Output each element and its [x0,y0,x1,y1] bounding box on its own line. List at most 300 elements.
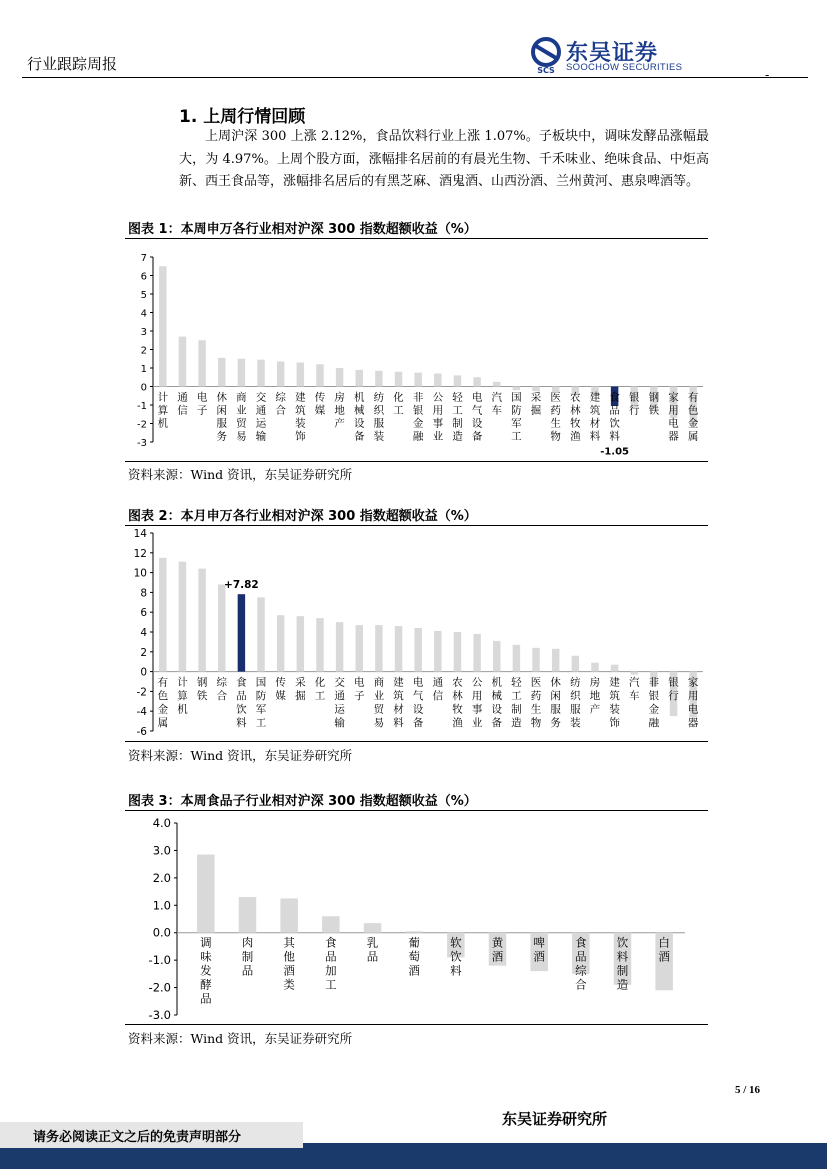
x-category-label: 用 [668,404,679,417]
x-category-label: 行 [629,404,640,417]
x-category-label: 饰 [295,430,306,443]
chart-bar [297,616,304,671]
x-category-label: 地 [334,404,345,417]
chart-bar [238,359,245,387]
y-tick-label: 14 [133,528,147,540]
x-category-label: 金 [648,703,660,716]
chart-bar [473,634,480,672]
x-category-label: 服 [550,703,561,716]
x-category-label: 钢 [648,391,660,404]
chart-bar [405,931,423,932]
x-category-label: 铁 [648,404,660,417]
chart-bar [532,387,539,392]
x-category-label: 料 [450,963,462,978]
chart-bar [280,898,298,932]
y-tick-label: 10 [133,567,147,580]
chart-bar [336,622,343,672]
x-category-label: 气 [412,690,424,703]
x-category-label: 制 [616,963,629,978]
x-category-label: 电 [687,703,699,716]
x-category-label: 服 [216,417,227,430]
x-category-label: 汽 [629,676,640,689]
x-category-label: 通 [255,404,267,417]
x-category-label: 装 [570,717,581,730]
x-category-label: 食 [575,935,587,950]
y-tick-label: 0.0 [152,925,171,940]
x-category-label: 药 [550,404,561,417]
x-category-label: 设 [412,703,424,716]
x-category-label: 综 [216,676,227,689]
x-category-label: 机 [491,676,502,689]
x-category-label: 掘 [295,690,306,703]
x-category-label: 贸 [236,417,247,430]
x-category-label: 设 [354,417,365,430]
x-category-label: 银 [412,404,424,417]
y-tick-label: -1 [137,401,147,412]
x-category-label: 筑 [589,404,601,417]
x-category-label: 商 [236,391,247,404]
y-tick-label: 4.0 [152,816,171,830]
x-category-label: 类 [283,977,295,992]
x-category-label: 筑 [609,690,620,703]
x-category-label: 轻 [511,676,522,689]
chart-bar [572,656,579,672]
x-category-label: 交 [334,676,345,689]
x-category-label: 加 [325,963,337,978]
x-category-label: 采 [295,676,306,689]
x-category-label: 林 [570,404,581,417]
chart-1 [125,243,710,460]
x-category-label: 输 [334,717,345,730]
x-category-label: 军 [511,417,522,430]
x-category-label: 渔 [570,430,581,443]
y-tick-label: -2 [136,686,147,699]
x-category-label: 非 [648,676,660,689]
chart-bar [375,371,382,387]
x-category-label: 饰 [609,717,620,730]
x-category-label: 金 [687,417,699,430]
x-category-label: 铁 [196,690,208,703]
x-category-label: 运 [255,417,267,430]
footer-disclaimer: 请务必阅读正文之后的免责声明部分 [33,1130,242,1145]
x-category-label: 业 [236,404,247,417]
chart-bar [395,626,402,672]
x-category-label: 品 [236,690,247,703]
x-category-label: 车 [491,404,502,417]
x-category-label: 农 [570,391,581,404]
x-category-label: 乳 [366,935,379,950]
x-category-label: 备 [491,717,502,730]
x-category-label: 纺 [373,391,385,404]
x-category-label: 电 [354,676,365,689]
x-category-label: 饮 [609,417,620,430]
chart-bar [198,340,205,386]
y-tick-label: 4 [140,308,147,320]
x-category-label: 闲 [550,690,561,703]
x-category-label: 输 [255,430,267,443]
chart-bar [513,387,520,391]
figure-2-bottom-rule [125,741,708,742]
figure-1-caption: 图表 1：本周申万各行业相对沪深 300 指数超额收益（%） [128,222,477,237]
section-title: 1. 上周行情回顾 [179,107,306,127]
x-category-label: 工 [511,690,522,703]
x-category-label: 设 [471,417,483,430]
x-category-label: 饮 [450,949,462,964]
chart-bar [454,632,461,672]
x-category-label: 备 [412,717,424,730]
x-category-label: 车 [629,690,640,703]
header-rule [22,77,808,78]
x-category-label: 易 [373,717,385,730]
x-category-label: 他 [283,949,295,964]
chart-bar [277,615,284,671]
x-category-label: 制 [511,703,522,716]
y-tick-label: 0 [140,666,147,679]
x-category-label: 化 [393,391,404,404]
x-category-label: 电 [196,391,208,404]
chart-bar [257,597,264,671]
figure-3-rule [125,810,708,811]
x-category-label: 算 [177,690,188,703]
x-category-label: 通 [432,676,444,689]
x-category-label: 酒 [491,949,504,964]
logo-name-en: SOOCHOW SECURITIES [566,62,683,73]
x-category-label: 药 [530,690,542,703]
figure-3-bottom-rule [125,1024,708,1025]
logo-mark-text: SCS [537,66,555,74]
chart-bar [364,923,382,933]
y-tick-label: -4 [136,706,147,719]
x-category-label: 织 [570,690,581,703]
x-category-label: 备 [354,430,365,443]
x-category-label: 属 [687,430,699,443]
x-category-label: 品 [325,949,337,964]
x-category-label: 设 [491,703,502,716]
x-category-label: 黄 [491,935,504,950]
x-category-label: 建 [295,391,306,404]
x-category-label: 国 [255,676,267,689]
x-category-label: 汽 [491,391,502,404]
chart-bar [631,672,638,675]
chart-bar [297,362,304,386]
x-category-label: 防 [511,404,522,417]
x-category-label: 综 [575,963,587,978]
y-tick-label: -2 [137,419,147,431]
y-tick-label: 3 [140,327,147,338]
chart-bar [473,377,480,386]
chart-bar [218,584,225,671]
y-tick-label: 7 [140,253,147,264]
x-category-label: 筑 [393,690,404,703]
x-category-label: 运 [334,703,345,716]
chart-bar [179,337,186,387]
x-category-label: 物 [550,430,561,443]
x-category-label: 品 [200,991,212,1006]
y-tick-label: 12 [133,547,147,560]
x-category-label: 材 [393,703,404,716]
chart-bar [159,266,166,386]
x-category-label: 装 [609,703,620,716]
x-category-label: 啤 [533,935,545,950]
chart-bar [611,665,618,672]
x-category-label: 医 [550,391,561,404]
chart-bar [414,628,421,672]
x-category-label: 业 [432,430,444,443]
x-category-label: 建 [393,676,404,689]
figure-3-caption: 图表 3：本周食品子行业相对沪深 300 指数超额收益（%） [128,794,477,809]
chart-bar [513,645,520,672]
x-category-label: 商 [373,676,385,689]
logo-name-cn: 东吴证券 [566,41,659,66]
chart-bar [591,663,598,672]
x-category-label: 医 [530,676,542,689]
y-tick-label: 5 [140,290,147,301]
x-category-label: 色 [157,690,169,703]
x-category-label: 银 [668,676,679,689]
x-category-label: 工 [511,430,522,443]
x-category-label: 信 [432,690,444,703]
x-category-label: 林 [452,690,463,703]
x-category-label: 电 [412,676,424,689]
chart-bar [238,594,245,671]
x-category-label: 通 [177,391,188,404]
x-category-label: 合 [575,977,587,992]
x-category-label: 业 [373,690,385,703]
page-number: 5 / 16 [735,1084,761,1096]
x-category-label: 产 [334,417,345,430]
x-category-label: 料 [393,717,404,730]
x-category-label: 房 [334,391,345,404]
x-category-label: 用 [687,690,699,703]
x-category-label: 电 [668,417,679,430]
bar-annotation: -1.05 [600,446,630,458]
x-category-label: 物 [530,717,542,730]
x-category-label: 品 [241,963,254,978]
x-category-label: 电 [471,391,483,404]
header-dash: - [765,68,770,82]
x-category-label: 公 [471,676,483,689]
chart-bar [277,362,284,387]
x-category-label: 牧 [452,703,463,716]
x-category-label: 制 [452,417,463,430]
x-category-label: 食 [609,391,620,404]
y-tick-label: -3.0 [148,1008,171,1022]
x-category-label: 合 [275,404,286,417]
x-category-label: 酒 [283,963,295,978]
y-tick-label: 6 [140,271,147,283]
x-category-label: 公 [432,391,444,404]
figure-1-rule [125,238,708,239]
chart-bar [356,370,363,387]
chart-bar [434,374,441,387]
x-category-label: 品 [366,949,379,964]
chart-bar [552,649,559,672]
x-category-label: 掘 [530,404,542,417]
x-category-label: 融 [412,430,424,443]
footer-institute: 东吴证券研究所 [502,1110,608,1128]
y-tick-label: 1.0 [152,898,171,913]
x-category-label: 软 [450,935,462,950]
y-tick-label: -1.0 [148,953,171,968]
x-category-label: 备 [471,430,483,443]
x-category-label: 牧 [570,417,581,430]
chart-bar [316,364,323,386]
x-category-label: 生 [550,417,561,430]
y-tick-label: 2 [140,345,147,357]
x-category-label: 业 [471,717,483,730]
x-category-label: 通 [334,690,345,703]
x-category-label: 装 [373,430,385,443]
x-category-label: 国 [511,391,522,404]
x-category-label: 易 [236,430,247,443]
y-tick-label: 4 [140,627,147,639]
chart-bar [434,631,441,672]
x-category-label: 事 [471,703,483,716]
x-category-label: 织 [373,404,385,417]
x-category-label: 事 [432,417,444,430]
x-category-label: 交 [255,391,267,404]
bar-annotation: +7.82 [224,579,259,592]
x-category-label: 务 [550,717,561,730]
x-category-label: 发 [200,963,212,978]
chart-bar [336,368,343,387]
x-category-label: 房 [589,676,601,689]
x-category-label: 建 [589,391,601,404]
x-category-label: 融 [648,717,660,730]
y-tick-label: 3.0 [152,843,171,858]
chart-bar [414,373,421,387]
x-category-label: 服 [373,417,385,430]
x-category-label: 白 [658,935,670,950]
x-category-label: 属 [157,717,169,730]
x-category-label: 生 [530,703,542,716]
y-tick-label: -3 [137,438,147,449]
x-category-label: 轻 [452,391,463,404]
chart-bar [316,618,323,671]
x-category-label: 工 [452,404,463,417]
x-category-label: 饮 [236,703,247,716]
x-category-label: 萄 [408,949,420,964]
x-category-label: 食 [236,676,247,689]
x-category-label: 酒 [408,963,420,978]
x-category-label: 计 [177,676,188,689]
x-category-label: 传 [314,391,326,404]
x-category-label: 休 [550,676,561,689]
x-category-label: 械 [491,690,502,703]
x-category-label: 银 [648,690,660,703]
chart-bar [454,375,461,386]
x-category-label: 品 [609,404,620,417]
x-category-label: 器 [668,430,679,443]
chart-bar [257,360,264,387]
x-category-label: 筑 [295,404,306,417]
x-category-label: 造 [511,717,522,730]
x-category-label: 工 [393,404,404,417]
x-category-label: 农 [452,676,463,689]
y-tick-label: 0 [140,382,147,394]
x-category-label: 军 [255,703,267,716]
y-tick-label: 1 [140,364,147,375]
section-paragraph: 上周沪深 300 上涨 2.12%，食品饮料行业上涨 1.07%。子板块中，调味发酵品涨幅最大，为 4.97%。上周个股方面，涨幅排名居前的有晨光生物、千禾味业、绝味食品、中炬高新、西王食品等，涨幅排名居后的有黑芝麻、酒鬼酒、山西汾酒、兰州黄河、惠泉啤酒等。 [179,129,709,189]
x-category-label: 金 [157,703,169,716]
x-category-label: 家 [668,391,679,404]
x-category-label: 计 [157,391,169,404]
x-category-label: 闲 [216,404,227,417]
chart-bar [198,569,205,672]
x-category-label: 银 [629,391,640,404]
figure-2-source: 资料来源：Wind 资讯，东吴证券研究所 [128,748,353,763]
x-category-label: 渔 [452,717,463,730]
x-category-label: 械 [354,404,365,417]
figure-2-caption: 图表 2：本月申万各行业相对沪深 300 指数超额收益（%） [128,509,477,524]
chart-bar [322,916,340,932]
chart-bar [493,382,500,387]
y-tick-label: -2.0 [148,980,171,995]
chart-3 [125,812,710,1022]
x-category-label: 食 [325,935,337,950]
chart-bar [197,855,215,933]
x-category-label: 酒 [658,949,670,964]
x-category-label: 制 [241,949,254,964]
x-category-label: 务 [216,430,227,443]
x-category-label: 地 [589,690,601,703]
x-category-label: 贸 [373,703,385,716]
x-category-label: 媒 [314,404,326,417]
x-category-label: 综 [275,391,286,404]
x-category-label: 葡 [408,935,420,950]
x-category-label: 化 [314,676,326,689]
x-category-label: 酒 [533,949,545,964]
chart-bar [218,358,225,387]
x-category-label: 色 [687,404,699,417]
x-category-label: 材 [589,417,601,430]
x-category-label: 造 [616,977,629,992]
x-category-label: 味 [200,949,212,964]
chart-bar [375,625,382,672]
x-category-label: 造 [452,430,463,443]
x-category-label: 饮 [616,935,629,950]
chart-bar [395,372,402,387]
chart-bar [532,648,539,672]
x-category-label: 服 [570,703,581,716]
chart-bar [493,641,500,672]
chart-bar [239,897,257,933]
figure-1-bottom-rule [125,461,708,462]
x-category-label: 媒 [275,690,286,703]
x-category-label: 工 [325,977,337,992]
x-category-label: 用 [432,404,444,417]
x-category-label: 工 [255,717,267,730]
x-category-label: 肉 [241,935,254,950]
x-category-label: 料 [609,430,620,443]
chart-2 [125,526,710,740]
x-category-label: 子 [196,404,208,417]
x-category-label: 机 [157,417,169,430]
x-category-label: 采 [530,391,542,404]
x-category-label: 其 [283,935,295,950]
x-category-label: 调 [200,935,212,950]
chart-bar [356,625,363,672]
x-category-label: 传 [275,676,286,689]
x-category-label: 防 [255,690,267,703]
x-category-label: 料 [589,430,601,443]
x-category-label: 家 [687,676,699,689]
x-category-label: 机 [354,391,365,404]
x-category-label: 纺 [570,676,581,689]
report-type-label: 行业跟踪周报 [27,55,118,73]
figure-3-source: 资料来源：Wind 资讯，东吴证券研究所 [128,1031,353,1046]
x-category-label: 装 [295,417,306,430]
